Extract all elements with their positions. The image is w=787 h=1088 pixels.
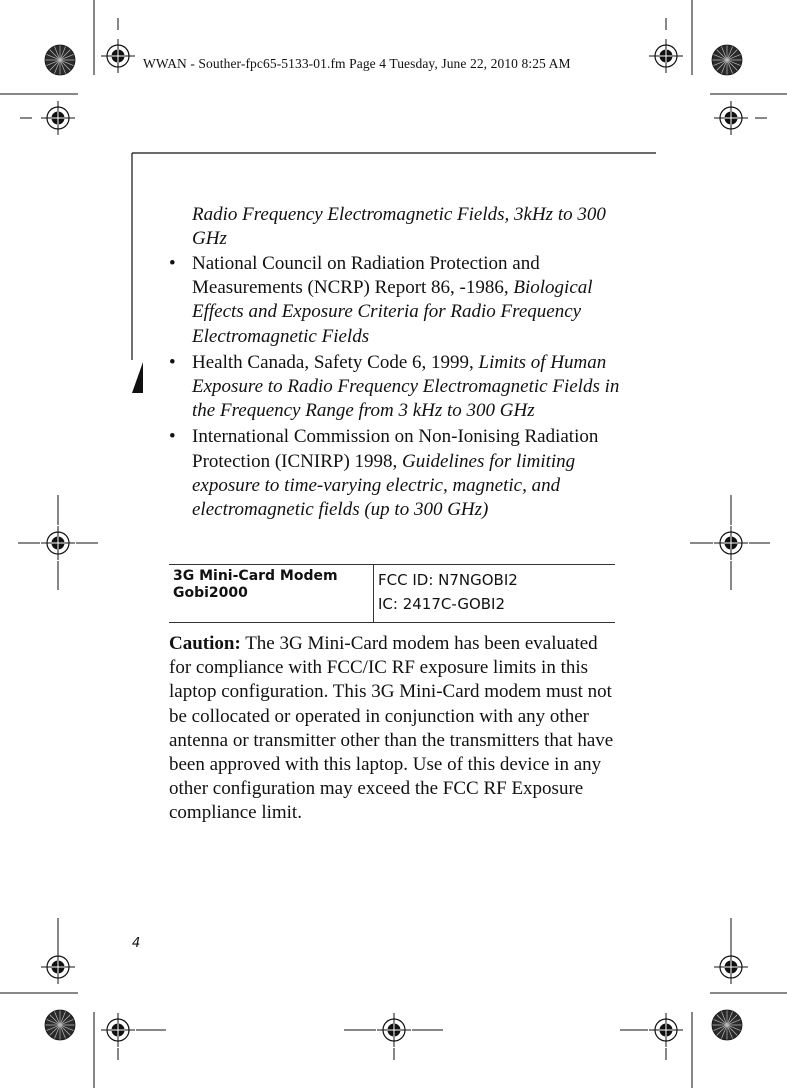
- registration-mark-left-upper: [41, 101, 75, 135]
- device-name-cell: [169, 565, 374, 623]
- caution-text: The 3G Mini-Card modem has been evaluated for compliance with FCC/IC RF exposure limits in this laptop configuration. This 3G Mini-Card modem must not be collocated or operated in conjunction with any other antenna or transmitter other than the transmitters that have been approved with this laptop. Use of this device in any other configuration may exceed the FCC RF Exposure compliance limit.: [169, 633, 614, 824]
- registration-mark-top-right: [649, 39, 683, 73]
- reference-list: [169, 252, 621, 524]
- registration-mark-right-middle: [714, 526, 748, 560]
- fcc-id-table: [169, 564, 615, 623]
- continued-reference-title: Radio Frequency Electromagnetic Fields, 3kHz to 300 GHz: [192, 204, 606, 250]
- registration-mark-bottom-right: [649, 1013, 683, 1047]
- device-name-line: 3G Mini-Card Modem: [173, 568, 338, 584]
- id-cell: [374, 565, 616, 623]
- reference-item-health-canada: [169, 351, 621, 424]
- registration-mark-right-lower: [714, 950, 748, 984]
- device-model-line: Gobi2000: [173, 585, 248, 601]
- reference-item-ncrp: [169, 252, 621, 349]
- reference-item-icnirp: [169, 425, 621, 522]
- bullet-glyph: •: [169, 253, 176, 274]
- star-target-top-right: [712, 45, 742, 75]
- registration-mark-top-left: [101, 39, 135, 73]
- reference-text: Health Canada, Safety Code 6, 1999,: [192, 351, 479, 373]
- fcc-id-value: FCC ID: N7NGOBI2: [378, 571, 518, 589]
- registration-mark-left-middle: [41, 526, 75, 560]
- registration-mark-right-upper: [714, 101, 748, 135]
- reference-text: National Council on Radiation Protection and Measurements (NCRP) Report 86, -1986,: [192, 253, 540, 299]
- caution-label: Caution:: [169, 633, 241, 654]
- reference-text: International Commission on Non-Ionising Radiation Protection (ICNIRP) 1998,: [192, 426, 599, 472]
- caution-paragraph: [169, 632, 621, 826]
- star-target-bottom-left: [45, 1010, 75, 1040]
- registration-mark-left-lower: [41, 950, 75, 984]
- bullet-glyph: •: [169, 426, 176, 448]
- registration-mark-bottom-center: [377, 1013, 411, 1047]
- reference-title: Biological Effects and Exposure Criteria for Radio Frequency Electromagnetic Fields: [192, 277, 593, 347]
- table-row: [169, 565, 615, 623]
- reference-title: Guidelines for limiting exposure to time-varying electric, magnetic, and electromagnetic fields (up to 300 GHz): [192, 450, 576, 521]
- reference-title: Limits of Human Exposure to Radio Frequency Electromagnetic Fields in the Frequency Range from 3 kHz to 300 GHz: [192, 351, 620, 422]
- ic-id-value: IC: 2417C-GOBI2: [378, 595, 506, 613]
- page-number: 4: [132, 936, 141, 951]
- thumb-tab-mark: [132, 362, 143, 393]
- star-target-bottom-right: [712, 1010, 742, 1040]
- bullet-glyph: •: [169, 351, 176, 373]
- registration-mark-bottom-left: [101, 1013, 135, 1047]
- file-info-header: WWAN - Souther-fpc65-5133-01.fm Page 4 Tuesday, June 22, 2010 8:25 AM: [143, 56, 571, 71]
- star-target-top-left: [45, 45, 75, 75]
